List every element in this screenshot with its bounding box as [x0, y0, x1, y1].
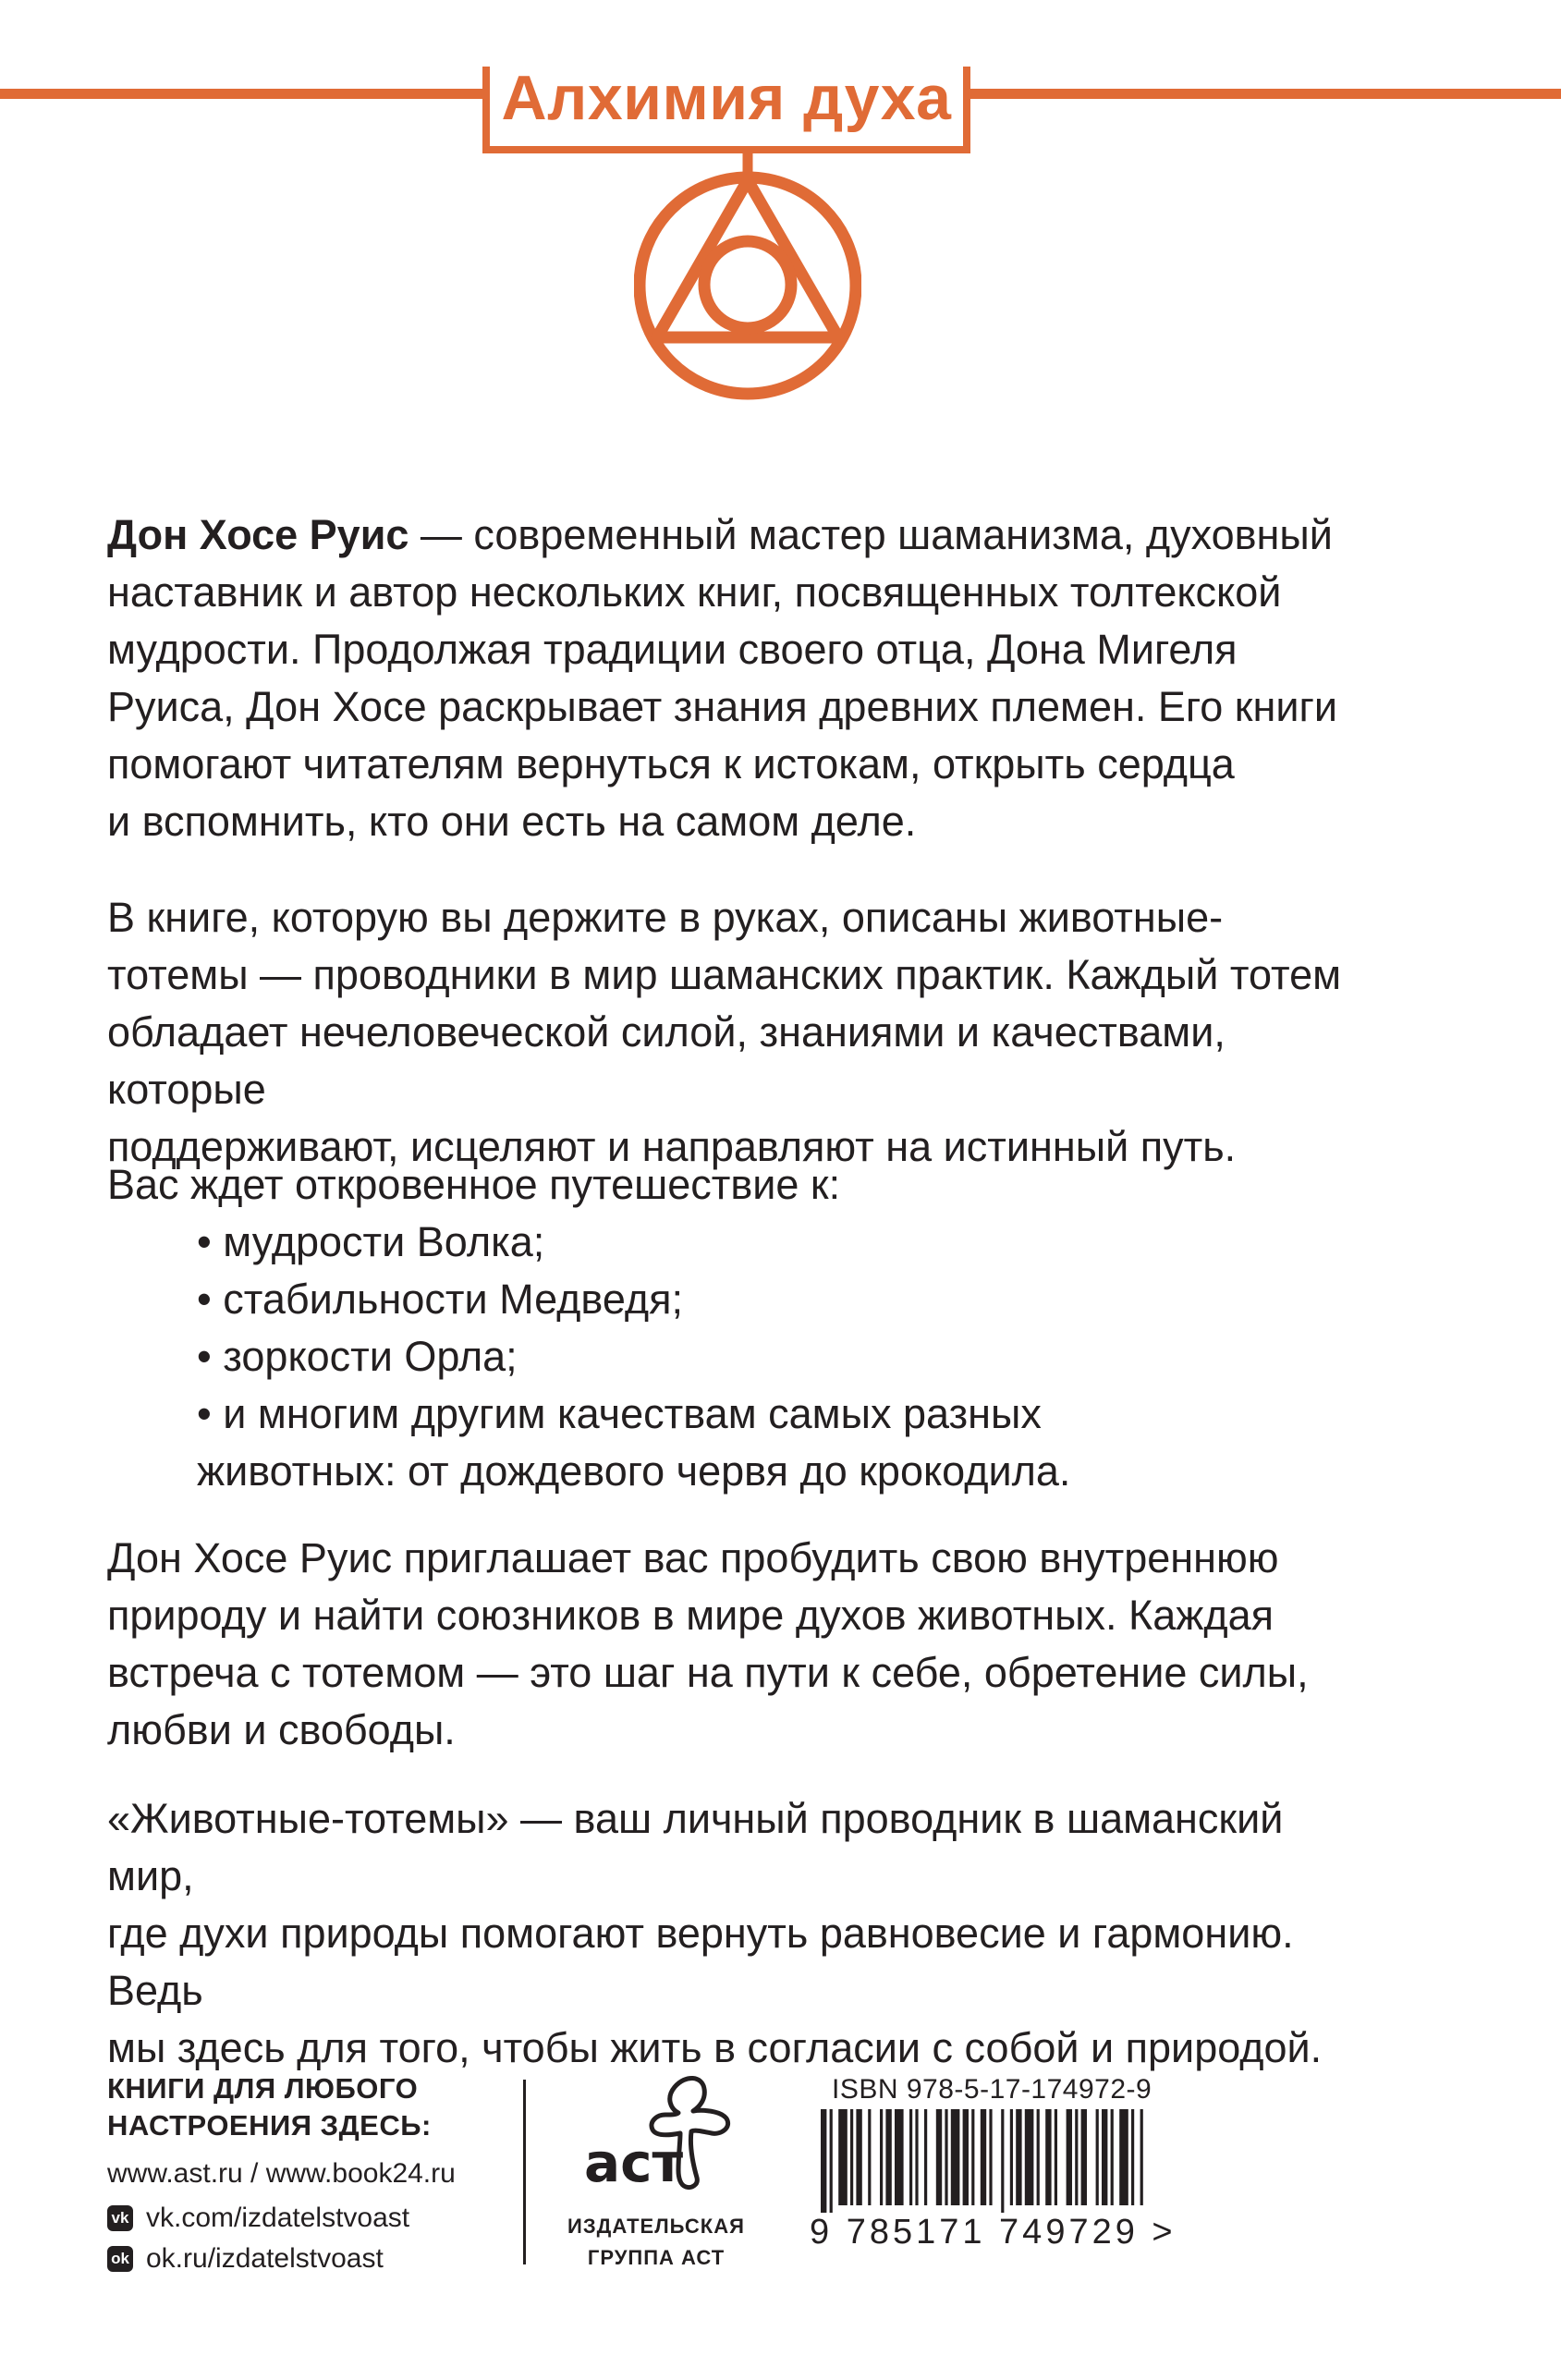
author-paragraph — [107, 507, 1364, 850]
header-rule-left — [0, 89, 482, 99]
closing-text: «Животные-тотемы» — ваш личный проводник в шаманский мир, где духи природы помогают вернуть равновесие и гармонию. Ведь мы здесь для того, чтобы жить в согласии с собой и природой. — [107, 1795, 1323, 2071]
barcode-bar — [1016, 2109, 1021, 2205]
barcode-bar — [1055, 2109, 1057, 2205]
barcode-bar — [1111, 2109, 1114, 2205]
barcode-bar — [1067, 2109, 1072, 2205]
barcode-bar — [1010, 2109, 1013, 2205]
invitation-text: Дон Хосе Руис приглашает вас пробудить свою внутреннюю природу и найти союзников в мире духов животных. Каждая встреча с тотемом — это шаг на пути к себе, обретение силы, любви и свободы. — [107, 1534, 1309, 1753]
barcode-bar — [1096, 2109, 1099, 2205]
list-item: • мудрости Волка; — [197, 1218, 545, 1265]
barcode-bar — [895, 2109, 904, 2205]
barcode-bar — [951, 2109, 960, 2205]
vk-link[interactable] — [107, 2200, 523, 2237]
list-item: • стабильности Медведя; — [197, 1275, 683, 1323]
barcode-bar — [885, 2109, 891, 2205]
series-title: Алхимия духа — [501, 63, 952, 133]
publisher-caption-line1: ИЗДАТЕЛЬСКАЯ — [567, 2215, 745, 2238]
footer-heading-line2: НАСТРОЕНИЯ ЗДЕСЬ: — [107, 2109, 432, 2142]
ok-link-text: ok.ru/izdatelstvoast — [146, 2243, 384, 2274]
barcode-bar — [924, 2109, 927, 2205]
barcode-bar — [963, 2109, 969, 2205]
barcode-bar — [1001, 2109, 1004, 2213]
author-bio: — современный мастер шаманизма, духовный наставник и автор нескольких книг, посвященных толтекской мудрости. Продолжая традиции своего отца, Дона Мигеля Руиса, Дон Хосе раскрывает знания древних племен. Его книги помогают читателям вернуться к истокам, открыть сердца и вспомнить, кто они есть на самом деле. — [107, 511, 1338, 845]
vk-icon: vk — [107, 2205, 133, 2231]
ok-icon: ok — [107, 2246, 133, 2272]
barcode-bar — [1102, 2109, 1107, 2205]
footer-links — [107, 2070, 523, 2277]
barcode-bar — [868, 2109, 871, 2205]
barcode-bar — [989, 2109, 992, 2205]
list-item: • и многим другим качествам самых разных — [197, 1390, 1042, 1437]
barcode-bar — [1075, 2109, 1078, 2205]
circle-triangle-circle-emblem-icon — [634, 153, 861, 408]
book-description-paragraph — [107, 889, 1364, 1176]
barcode-bar — [821, 2109, 826, 2213]
barcode-bar — [1119, 2109, 1128, 2205]
barcode-bar — [856, 2109, 861, 2205]
barcode-bar — [909, 2109, 912, 2205]
publisher-caption-line2: ГРУППА АСТ — [587, 2246, 726, 2269]
website-links[interactable]: www.ast.ru / www.book24.ru — [107, 2158, 456, 2189]
barcode-bar — [830, 2109, 833, 2213]
ast-logo-icon — [564, 2070, 749, 2204]
isbn-label: ISBN 978-5-17-174972-9 — [832, 2074, 1152, 2105]
barcode-bar — [1081, 2109, 1087, 2205]
barcode-bar — [1037, 2109, 1040, 2205]
journey-intro — [107, 1156, 1364, 1214]
header-rule-right — [970, 89, 1561, 99]
ok-link[interactable] — [107, 2240, 523, 2277]
book-description: В книге, которую вы держите в руках, описаны животные- тотемы — проводники в мир шаманских практик. Каждый тотем обладает нечеловеческой силой, знаниями и качествами, которые поддерживают, исцеляют и направляют на истинный путь. — [107, 894, 1342, 1170]
publisher-block — [555, 2070, 758, 2272]
footer-heading-line1: КНИГИ ДЛЯ ЛЮБОГО — [107, 2072, 419, 2105]
barcode-bar — [971, 2109, 974, 2205]
barcode-bar — [1045, 2109, 1051, 2205]
barcode-bar — [838, 2109, 848, 2205]
barcode-bar — [981, 2109, 986, 2205]
journey-intro-text: Вас ждет откровенное путешествие к: — [107, 1161, 841, 1208]
barcode-bar — [1131, 2109, 1134, 2205]
barcode-bar — [880, 2109, 883, 2205]
barcode-bar — [1025, 2109, 1034, 2205]
barcode-bar — [945, 2109, 947, 2205]
list-item: животных: от дождевого червя до крокодила. — [197, 1447, 1071, 1495]
closing-paragraph — [107, 1790, 1364, 2077]
barcode-bar — [936, 2109, 942, 2205]
barcode-digits: 9 785171 749729 > — [810, 2213, 1177, 2252]
footer-divider — [523, 2080, 526, 2264]
vk-link-text: vk.com/izdatelstvoast — [146, 2203, 410, 2233]
list-item: • зоркости Орла; — [197, 1333, 518, 1380]
invitation-paragraph — [107, 1530, 1364, 1759]
author-name: Дон Хосе Руис — [107, 511, 409, 558]
ast-logo-text: аст — [584, 2131, 684, 2194]
barcode-bar — [1140, 2109, 1143, 2205]
barcode-bar — [850, 2109, 853, 2205]
barcode-bar — [915, 2109, 918, 2205]
